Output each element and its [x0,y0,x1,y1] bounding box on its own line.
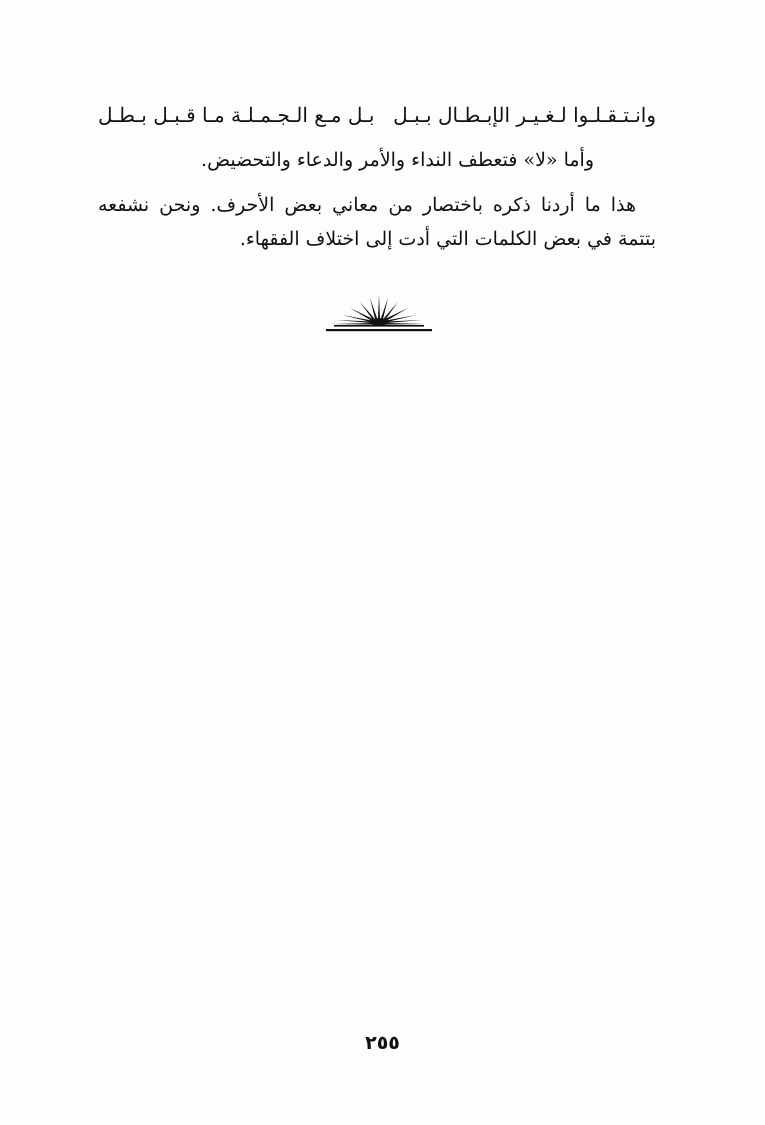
verse-hemistich-left: بـل مـع الـجـمـلـة مـا قـبـل بـطـل [98,103,375,127]
verse-line [98,98,656,132]
sunburst-ornament-icon [324,293,434,335]
paragraph-conclusion: هذا ما أردنا ذكره باختصار من معاني بعض الأحرف. ونحن نشفعه بتتمة في بعض الكلمات التي أدت إلى اختلاف الفقهاء. [98,194,656,250]
paragraph-negation-note: وأما «لا» فتعطف النداء والأمر والدعاء والتحضيض. [201,149,594,171]
verse-hemistich-right: وانـتـقـلـوا لـغـيـر الإبـطـال بـبـل [393,103,656,127]
page-number: ٢٥٥ [365,1032,400,1054]
